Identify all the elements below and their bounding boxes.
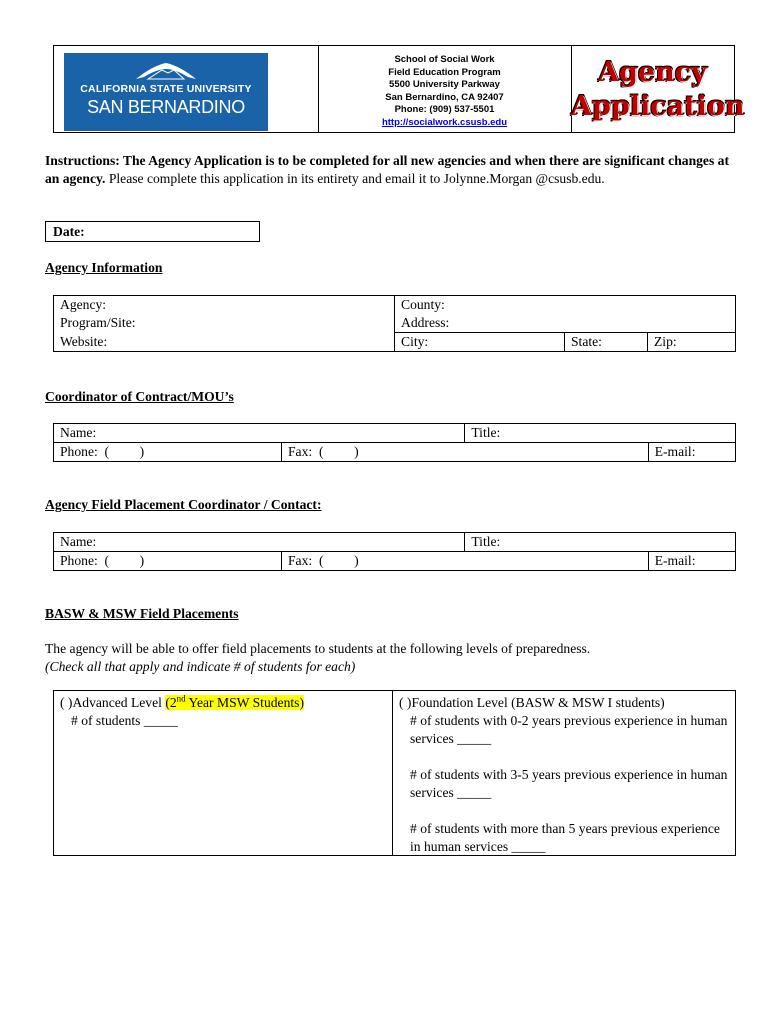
coordinator-title: Coordinator of Contract/MOU’s [45, 389, 234, 404]
advanced-level-highlight: (2nd Year MSW Students) [165, 693, 304, 710]
date-field[interactable]: Date: [45, 221, 260, 242]
website-field[interactable]: Website: [54, 333, 395, 352]
street-address: 5500 University Parkway [389, 79, 500, 90]
logo-line1: CALIFORNIA STATE UNIVERSITY [80, 83, 252, 95]
placement-contact-title: Agency Field Placement Coordinator / Contact: [45, 497, 322, 512]
agency-info-table [53, 295, 736, 352]
placements-intro-text: The agency will be able to offer field placements to students at the following levels of preparedness. [45, 641, 591, 656]
placements-instruction: (Check all that apply and indicate # of students for each) [45, 659, 356, 674]
placements-intro [45, 640, 745, 676]
city-field[interactable]: City: [395, 333, 565, 352]
contact-title-field[interactable]: Title: [465, 533, 736, 552]
website-link[interactable]: http://socialwork.csusb.edu [381, 116, 508, 128]
program-name: Field Education Program [388, 66, 501, 78]
county-field[interactable]: County: [395, 296, 736, 315]
placement-contact-table [53, 532, 736, 571]
program-site-field[interactable]: Program/Site: [54, 314, 395, 333]
foundation-level-option[interactable]: ( )Foundation Level (BASW & MSW I students) [399, 695, 665, 710]
university-logo [64, 53, 268, 131]
foundation-count-3-5[interactable]: # of students with 3-5 years previous experience in human services _____ [410, 767, 728, 800]
foundation-count-0-2[interactable]: # of students with 0-2 years previous experience in human services _____ [410, 713, 728, 746]
logo-line2: SAN BERNARDINO [87, 97, 245, 117]
state-field[interactable]: State: [565, 333, 648, 352]
contact-fax-field[interactable]: Fax: ( ) [282, 552, 649, 571]
coordinator-fax-field[interactable]: Fax: ( ) [282, 443, 649, 462]
coordinator-phone-field[interactable]: Phone: ( ) [54, 443, 282, 462]
logo-cell [54, 46, 319, 132]
contact-info-cell [318, 46, 572, 132]
instructions-paragraph [45, 152, 735, 188]
coordinator-title-field[interactable]: Title: [465, 424, 736, 443]
contact-name-field[interactable]: Name: [54, 533, 465, 552]
title-line-agency: Agency [598, 57, 707, 88]
coordinator-email-field[interactable]: E-mail: [648, 443, 735, 462]
advanced-level-cell [54, 691, 393, 855]
address-field[interactable]: Address: [395, 314, 736, 333]
school-name: School of Social Work [394, 54, 495, 65]
coordinator-name-field[interactable]: Name: [54, 424, 465, 443]
phone-number: Phone: (909) 537-5501 [394, 104, 495, 115]
instructions-bold: Instructions: The Agency Application is to be completed for all new agencies and when there are significant changes at an agency. [45, 153, 729, 186]
contact-email-field[interactable]: E-mail: [648, 552, 735, 571]
foundation-count-5plus[interactable]: # of students with more than 5 years previous experience in human services _____ [410, 821, 720, 854]
advanced-level-option[interactable]: ( )Advanced Level (2nd Year MSW Students) [60, 693, 304, 710]
agency-field[interactable]: Agency: [54, 296, 395, 315]
city-state-zip: San Bernardino, CA 92407 [385, 91, 504, 103]
zip-field[interactable]: Zip: [648, 333, 736, 352]
title-line-application: Application [571, 91, 745, 122]
placements-table [53, 690, 736, 856]
instructions-normal: Please complete this application in its entirety and email it to Jolynne.Morgan @csusb.edu. [105, 171, 605, 186]
coordinator-table [53, 423, 736, 462]
title-cell [571, 46, 745, 132]
advanced-student-count[interactable]: # of students _____ [71, 713, 178, 728]
contact-phone-field[interactable]: Phone: ( ) [54, 552, 282, 571]
header-table [53, 45, 745, 133]
placements-title: BASW & MSW Field Placements [45, 606, 239, 621]
foundation-level-cell [393, 691, 735, 855]
agency-info-title: Agency Information [45, 260, 163, 275]
